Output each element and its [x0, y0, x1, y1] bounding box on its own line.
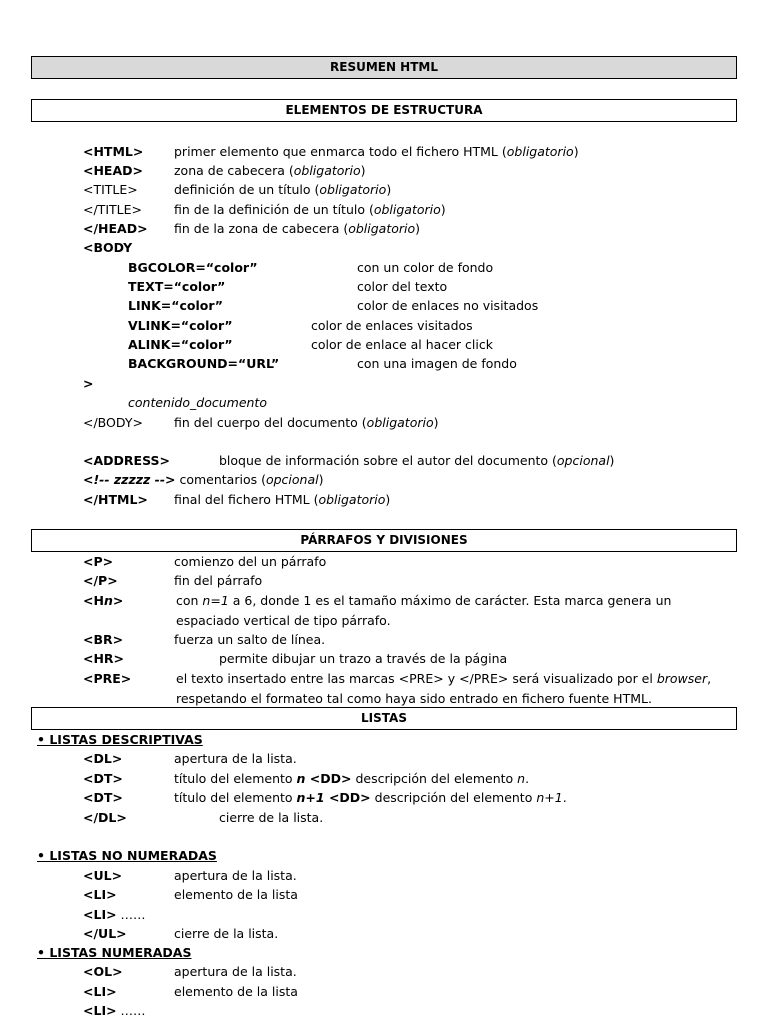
desc-text: . [525, 771, 530, 786]
desc-paren: ) [433, 415, 439, 430]
tag-end-head: </HEAD> [83, 221, 148, 236]
attr-text: TEXT=“color” [128, 279, 226, 294]
desc-tag: <DD> [305, 771, 352, 786]
attr-vlink-desc: color de enlaces visitados [311, 318, 473, 333]
tag-end-p: </P> [83, 573, 118, 588]
desc-italic: obligatorio [348, 221, 416, 236]
section-header-estructura: ELEMENTOS DE ESTRUCTURA [31, 99, 737, 122]
desc-end-p: fin del párrafo [174, 573, 263, 588]
desc-end-head [174, 219, 420, 238]
desc-text: final del fichero HTML ( [174, 492, 319, 507]
tag-comment: <!-- zzzzz --> [83, 472, 176, 487]
desc-ul: apertura de la lista. [174, 868, 297, 883]
tag-li-1: <LI> [83, 887, 117, 902]
tag-address: <ADDRESS> [83, 453, 170, 468]
desc-p: comienzo del un párrafo [174, 554, 327, 569]
ellipsis: …… [116, 907, 146, 922]
desc-end-dl: cierre de la lista. [219, 810, 324, 825]
document-title: RESUMEN HTML [31, 56, 737, 79]
tag-li-3: <LI> [83, 984, 117, 999]
desc-paren: ) [609, 453, 615, 468]
desc-pre [176, 669, 736, 708]
section-header-parrafos: PÁRRAFOS Y DIVISIONES [31, 529, 737, 552]
tag-dt-2: <DT> [83, 790, 123, 805]
desc-paren: ) [386, 182, 392, 197]
desc-li-1: elemento de la lista [174, 887, 298, 902]
struct-row-html [83, 142, 143, 161]
tag-part: <H [83, 593, 104, 608]
attr-vlink: VLINK=“color” [128, 318, 233, 333]
desc-hr: permite dibujar un trazo a través de la página [219, 651, 508, 666]
desc-text: zona de cabecera ( [174, 163, 294, 178]
desc-text: fin del cuerpo del documento ( [174, 415, 367, 430]
desc-dt-2 [174, 788, 567, 807]
attr-link: LINK=“color” [128, 298, 223, 313]
desc-dl: apertura de la lista. [174, 751, 297, 766]
attr-bgcolor-desc: con un color de fondo [357, 260, 494, 275]
desc-text: descripción del elemento [370, 790, 537, 805]
desc-dt-1 [174, 769, 529, 788]
attr-background: BACKGROUND=“URL” [128, 356, 280, 371]
tag-ol: <OL> [83, 964, 123, 979]
tag-br: <BR> [83, 632, 124, 647]
attr-bgcolor: BGCOLOR=“color” [128, 260, 258, 275]
desc-hn [176, 591, 736, 630]
subheading-listas-numeradas: • LISTAS NUMERADAS [37, 945, 192, 960]
tag-pre: <PRE> [83, 671, 132, 686]
desc-text: el texto insertado entre las marcas <PRE> y </PRE> será visualizado por el [176, 671, 657, 686]
tag-ul: <UL> [83, 868, 123, 883]
desc-ol: apertura de la lista. [174, 964, 297, 979]
desc-italic: opcional [556, 453, 610, 468]
desc-paren: ) [385, 492, 391, 507]
desc-italic: obligatorio [319, 182, 387, 197]
tag-end-title: </TITLE> [83, 202, 142, 217]
subheading-listas-descriptivas: • LISTAS DESCRIPTIVAS [37, 732, 203, 747]
li-continuation-2 [83, 1001, 146, 1020]
desc-text: primer elemento que enmarca todo el fichero HTML ( [174, 144, 507, 159]
tag-end-dl: </DL> [83, 810, 127, 825]
attr-alink-desc: color de enlace al hacer click [311, 337, 493, 352]
desc-paren: ) [318, 472, 324, 487]
desc-italic: obligatorio [373, 202, 441, 217]
section-header-listas: LISTAS [31, 707, 737, 730]
desc-html [174, 142, 579, 161]
desc-text: . [562, 790, 567, 805]
tag-head: <HEAD> [83, 163, 143, 178]
tag-body-open: <BODY [83, 240, 133, 255]
tag-hr: <HR> [83, 651, 125, 666]
desc-li-3: elemento de la lista [174, 984, 298, 999]
desc-paren: ) [573, 144, 579, 159]
tag-part-italic: n [103, 593, 113, 608]
tag-hn [83, 591, 123, 610]
desc-italic: opcional [265, 472, 319, 487]
subheading-listas-no-numeradas: • LISTAS NO NUMERADAS [37, 848, 217, 863]
desc-text: fin de la zona de cabecera ( [174, 221, 349, 236]
desc-text: comentarios ( [175, 472, 266, 487]
desc-paren: ) [440, 202, 446, 217]
desc-italic: n+1 [536, 790, 563, 805]
tag-end-html: </HTML> [83, 492, 148, 507]
tag-html: <HTML> [83, 144, 144, 159]
desc-text: , respetando el formateo tal como haya sido entrado en fichero fuente HTML. [176, 671, 712, 706]
desc-head [174, 161, 366, 180]
desc-text: descripción del elemento [351, 771, 518, 786]
desc-italic: n [517, 771, 526, 786]
desc-tag: <DD> [324, 790, 371, 805]
desc-italic: obligatorio [366, 415, 434, 430]
desc-text: con [176, 593, 203, 608]
tag-p: <P> [83, 554, 114, 569]
desc-italic: n=1 [202, 593, 229, 608]
desc-text: definición de un título ( [174, 182, 320, 197]
content-placeholder: contenido_documento [128, 395, 267, 410]
tag-li-4: <LI> [83, 1003, 117, 1018]
desc-text: fin de la definición de un título ( [174, 202, 374, 217]
desc-end-html [174, 490, 390, 509]
desc-title [174, 180, 391, 199]
desc-paren: ) [360, 163, 366, 178]
body-close-bracket: > [83, 376, 94, 391]
tag-end-body: </BODY> [83, 415, 143, 430]
desc-paren: ) [415, 221, 421, 236]
attr-background-desc: con una imagen de fondo [357, 356, 517, 371]
desc-var: n+1 [296, 790, 325, 805]
desc-text: título del elemento [174, 790, 297, 805]
tag-dt-1: <DT> [83, 771, 123, 786]
desc-address [219, 451, 614, 470]
comment-row [83, 470, 323, 489]
desc-text: título del elemento [174, 771, 297, 786]
desc-end-body [174, 413, 439, 432]
desc-italic: browser [656, 671, 708, 686]
ellipsis: …… [116, 1003, 146, 1018]
attr-alink: ALINK=“color” [128, 337, 233, 352]
li-continuation-1 [83, 905, 146, 924]
desc-end-title [174, 200, 446, 219]
tag-li-2: <LI> [83, 907, 117, 922]
desc-italic: obligatorio [293, 163, 361, 178]
desc-var: n [296, 771, 306, 786]
attr-text-desc: color del texto [357, 279, 448, 294]
desc-italic: obligatorio [318, 492, 386, 507]
tag-dl: <DL> [83, 751, 123, 766]
desc-text: a 6, donde 1 es el tamaño máximo de carácter. Esta marca genera un espaciado vertical de tipo párrafo. [176, 593, 672, 628]
desc-br: fuerza un salto de línea. [174, 632, 326, 647]
desc-end-ul: cierre de la lista. [174, 926, 279, 941]
desc-italic: obligatorio [506, 144, 574, 159]
attr-link-desc: color de enlaces no visitados [357, 298, 539, 313]
tag-title: <TITLE> [83, 182, 138, 197]
desc-text: bloque de información sobre el autor del documento ( [219, 453, 557, 468]
tag-end-ul: </UL> [83, 926, 127, 941]
tag-part: > [112, 593, 124, 608]
